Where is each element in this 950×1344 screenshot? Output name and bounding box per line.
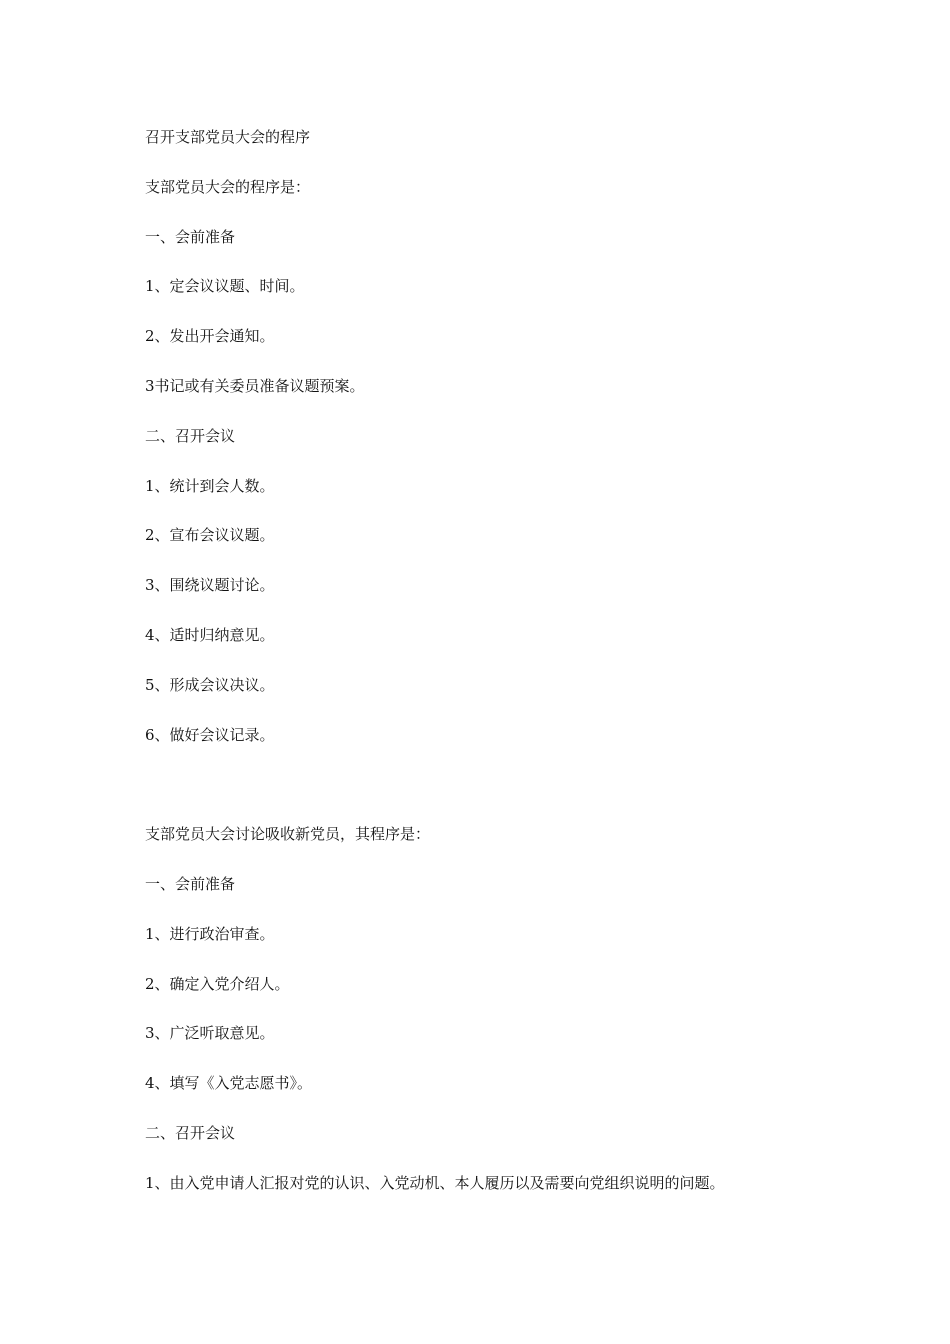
list-item: 3、围绕议题讨论。 bbox=[145, 576, 275, 595]
document-title: 召开支部党员大会的程序 bbox=[145, 128, 311, 146]
document-body bbox=[145, 124, 825, 1220]
list-item: 1、定会议议题、时间。 bbox=[145, 277, 305, 296]
list-item: 1、由入党申请人汇报对党的认识、入党动机、本人履历以及需要向党组织说明的问题。 bbox=[145, 1173, 725, 1192]
section1-part2-heading: 二、召开会议 bbox=[145, 426, 236, 445]
list-item: 1、进行政治审查。 bbox=[145, 924, 275, 943]
section-spacer bbox=[145, 771, 825, 821]
list-item: 6、做好会议记录。 bbox=[145, 725, 275, 744]
section2-part1-heading: 一、会前准备 bbox=[145, 874, 236, 893]
list-item: 1、统计到会人数。 bbox=[145, 476, 275, 495]
section2-intro: 支部党员大会讨论吸收新党员，其程序是： bbox=[145, 825, 431, 844]
list-item: 3、广泛听取意见。 bbox=[145, 1024, 275, 1043]
list-item: 4、填写《入党志愿书》。 bbox=[145, 1074, 313, 1093]
list-item: 2、宣布会议议题。 bbox=[145, 526, 275, 545]
list-item: 2、确定入党介绍人。 bbox=[145, 974, 290, 993]
list-item: 3书记或有关委员准备议题预案。 bbox=[145, 376, 365, 395]
list-item: 2、发出开会通知。 bbox=[145, 327, 275, 346]
section1-part1-heading: 一、会前准备 bbox=[145, 227, 236, 246]
section2-part2-heading: 二、召开会议 bbox=[145, 1123, 236, 1142]
section1-intro: 支部党员大会的程序是： bbox=[145, 177, 311, 196]
list-item: 5、形成会议决议。 bbox=[145, 675, 275, 694]
list-item: 4、适时归纳意见。 bbox=[145, 625, 275, 644]
